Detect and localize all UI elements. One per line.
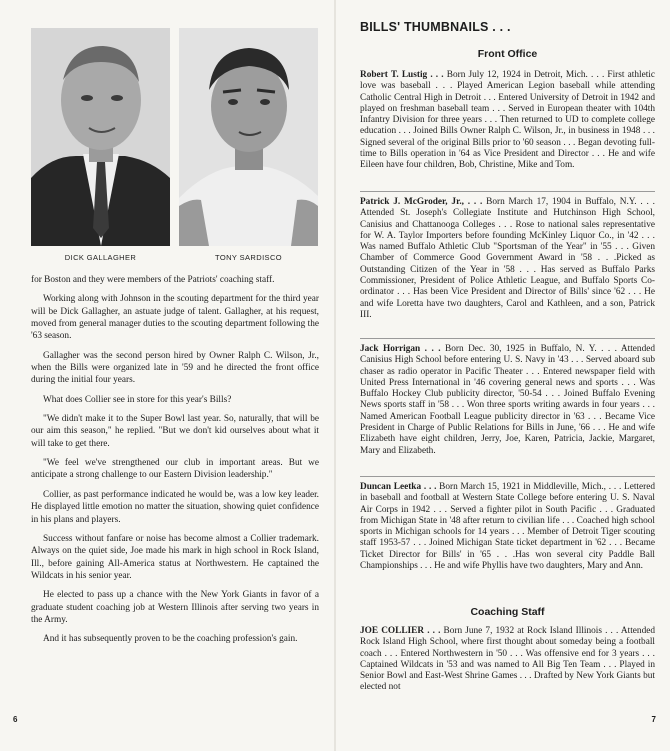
bio-name: Patrick J. McGroder, Jr., . . . xyxy=(360,197,483,207)
bio-name: JOE COLLIER . . . xyxy=(360,626,441,636)
bio-entry xyxy=(360,344,655,457)
paragraph: "We didn't make it to the Super Bowl last year. So, naturally, that will be our aim this season," he replied. "But we don't kid ourselves about what it will take to get there. xyxy=(31,414,319,449)
paragraph: Working along with Johnson in the scouting department for the third year will be Dick Gallagher, an astuate judge of talent. Gallagher, at his request, moved from general manager duties to the scouting department following the '63 season. xyxy=(31,294,319,342)
paragraph: He elected to pass up a chance with the New York Giants in favor of a graduate student coaching job at Western Illinois after serving two years in the Army. xyxy=(31,590,319,625)
paragraph: What does Collier see in store for this year's Bills? xyxy=(43,394,232,405)
bio-text: Born July 12, 1924 in Detroit, Mich. . . . First athletic love was baseball . . . Played American Legion baseball while attending Catholic Central High in Detroit . . . Entered University of Detroit in 1942 and played on freshman baseball team . . . Served in European theater with 104th Infantry Division for three years . . . Then returned to UD to complete college education . . . Joined Bills Owner Ralph C. Wilson, Jr., in business in 1948 . . . Signed several of the original Bills prior to '60 season . . . Began devoting full-time to Bills operation in '64 as Vice President and Director . . . He and wife Eileen have four children, Bob, Christine, Mike and Tom. xyxy=(360,70,655,171)
photo-caption: TONY SARDISCO xyxy=(214,253,283,262)
bio-text: Born June 7, 1932 at Rock Island Illinois . . . Attended Rock Island High School, where first thought about someday being a football coach . . . Entered Northwestern in '50 . . . Was offensive end for 3 years . . . Captained Wildcats in '53 and was named to All Big Ten Team . . . Played in Senior Bowl and East-West Shrine Games . . . Drafted by New York Giants but elected not xyxy=(360,626,656,693)
page-number: 6 xyxy=(13,715,18,724)
paragraph: for Boston and they were members of the Patriots' coaching staff. xyxy=(31,275,275,285)
paragraph: "We feel we've strengthened our club in important areas. But we anticipate a strong challenge to our Eastern Division leadership." xyxy=(31,458,319,481)
bio-text: Born March 17, 1904 in Buffalo, N.Y. . . . Attended St. Joseph's Collegiate Institute and Hutchinson High School, Canisius and Chattanooga Colleges . . . Rose to national sales representative for W. A. Taylor Importers before founding McKinley Liquor Co., in '42 . . . Was named Buffalo Athletic Club "Sportsman of the Year" in '55 . . . Given Chamber of Commerce Good Government Award in '58 . . .Picked as Outstanding Citizen of the Year in '58 . . . Has served as Buffalo Parks Commissioner, President of Police Athletic League, and Buffalo Sports Co-ordinator . . . Has been Vice President and Director of Bills' since '62 . . . He and wife Loretta have two daughters, Carol and Kathleen, and a son, Patrick III. xyxy=(360,197,655,320)
left-article-body xyxy=(31,274,319,653)
divider xyxy=(360,191,655,192)
bio-entry xyxy=(360,197,655,321)
right-page xyxy=(335,0,670,751)
gallagher-portrait-photo xyxy=(31,28,170,246)
sardisco-portrait-photo xyxy=(179,28,318,246)
bio-name: Duncan Leetka . . . xyxy=(360,482,437,492)
bio-text: Born March 15, 1921 in Middleville, Mich., . . . Lettered in baseball and football at Western State College before entering U. S. Naval Air Corps in 1942 . . . Served a fighter pilot in South Pacific . . . Graduated from Michigan State in '48 after return to civilian life . . . Coached high school sports in Michigan schools for 14 years . . . Member of Detroit Tiger scouting staff 1953-57 . . . Joined Michigan State ticket department in '62 . . . Became Ticket Director for Bills' in '65 . . .Has won several city Paddle Ball Championships . . . He and wife Phyllis have two daughters, Mary and Ann. xyxy=(360,482,655,572)
bio-entry xyxy=(360,626,655,694)
page-number: 7 xyxy=(651,715,656,724)
paragraph: And it has subsequently proven to be the coaching profession's gain. xyxy=(43,634,298,645)
photo-caption: DICK GALLAGHER xyxy=(64,253,137,262)
page-title: BILLS' THUMBNAILS . . . xyxy=(360,20,511,34)
paragraph: Gallagher was the second person hired by Owner Ralph C. Wilson, Jr., when the Bills were organized late in '59 and he directed the front office during the initial four years. xyxy=(31,350,319,386)
bio-name: Robert T. Lustig . . . xyxy=(360,70,444,80)
bio-entry xyxy=(360,482,655,572)
paragraph: Collier, as past performance indicated he would be, was a low key leader. He displayed little emotion no matter the situation, showing quiet confidence in his plans and players. xyxy=(31,489,319,525)
divider xyxy=(360,338,655,339)
bio-name: Jack Horrigan . . . xyxy=(360,344,441,354)
bio-entry xyxy=(360,70,655,172)
coaching-staff-heading: Coaching Staff xyxy=(470,606,545,618)
divider xyxy=(360,476,655,477)
front-office-heading: Front Office xyxy=(477,48,538,60)
paragraph: Success without fanfare or noise has become almost a Collier trademark. Always on the quiet side, Joe made his mark in high school in Rock Island, Ill., before gaining All-America status at Northwestern. He captained the Wildcats in his senior year. xyxy=(31,533,319,581)
bio-text: Born Dec. 30, 1925 in Buffalo, N. Y. . . . Attended Canisius High School before entering U. S. Navy in '43 . . . Served aboard sub chaser as radio operator in Pacific Theater . . . Entered newspaper field with United Press International in '46 covering general news and sports . . . Was Buffalo Hockey Club publicity director, '50-54 . . . Joined Buffalo Evening News sports staff in '58 . . . Won three sports writing awards in four years . . . Named American Football League publicity director in '63 . . . Became Vice President in Charge of Public Relations for Bills in June, '66 . . . He and wife Elizabeth have eight children, Jerry, Joe, Karen, Patricia, Jackie, Margaret, Mary and Elizabeth. xyxy=(360,344,656,456)
